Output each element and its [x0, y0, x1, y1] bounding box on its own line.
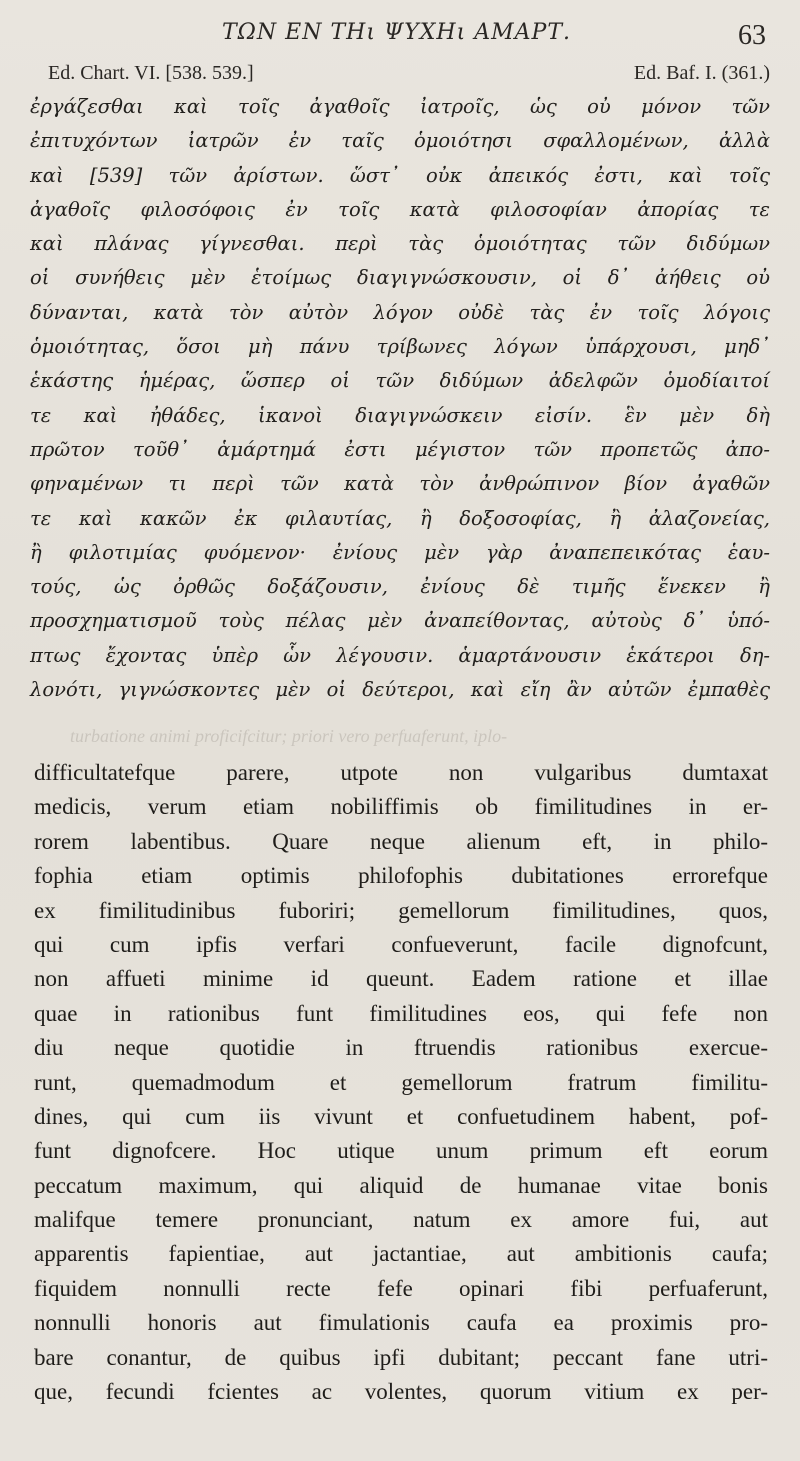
latin-line: apparentis fapientiae, aut jactantiae, aut ambitionis caufa;	[34, 1241, 768, 1267]
latin-line: rorem labentibus. Quare neque alienum eft, in philo-	[34, 828, 768, 854]
latin-line: difficultatefque parere, utpote non vulgaribus dumtaxat	[34, 760, 768, 785]
latin-line: que, fecundi fcientes ac volentes, quorum vitium ex per-	[34, 1379, 768, 1405]
latin-line: diu neque quotidie in ftruendis rationibus exercue-	[34, 1035, 768, 1061]
latin-line: medicis, verum etiam nobiliffimis ob fimilitudines in er-	[34, 794, 768, 820]
latin-line: nonnulli honoris aut fimulationis caufa ea proximis pro-	[34, 1310, 768, 1336]
latin-line: bare conantur, de quibus ipfi dubitant; peccant fane utri-	[34, 1344, 768, 1370]
greek-line: τε καὶ ἠθάδες, ἱκανοὶ διαγιγνώσκειν εἰσίν. ἓν μὲν δὴ	[30, 403, 770, 427]
greek-line: λονότι, γιγνώσκοντες μὲν οἱ δεύτεροι, καὶ εἴη ἂν αὐτῶν ἐμπαθὲς	[30, 678, 770, 702]
latin-text-block	[34, 756, 768, 1409]
greek-line: ἢ φιλοτιμίας φυόμενον· ἐνίους μὲν γὰρ ἀναπεπεικότας ἑαυ-	[30, 540, 770, 564]
greek-line: δύνανται, κατὰ τὸν αὐτὸν λόγον οὐδὲ τὰς ἐν τοῖς λόγοις	[30, 300, 770, 324]
greek-line: ἑκάστης ἡμέρας, ὥσπερ οἱ τῶν διδύμων ἀδελφῶν ὁμοδίαιτοί	[30, 369, 770, 393]
running-head	[0, 14, 800, 50]
greek-text-block	[30, 90, 770, 707]
latin-line: quae in rationibus funt fimilitudines eos, qui fefe non	[34, 1000, 768, 1026]
latin-line: malifque temere pronunciant, natum ex amore fui, aut	[34, 1207, 768, 1233]
running-title: ΤΩΝ ΕΝ ΤΗι ΨΥΧΗι ΑΜΑΡΤ.	[222, 20, 571, 45]
latin-line: fiquidem nonnulli recte fefe opinari fibi perfuaferunt,	[34, 1275, 768, 1301]
greek-line: φηναμένων τι περὶ τῶν κατὰ τὸν ἀνθρώπινον βίον ἀγαθῶν	[30, 472, 770, 496]
page-number: 63	[738, 20, 766, 51]
greek-line: προσχηματισμοῦ τοὺς πέλας μὲν ἀναπείθοντας, αὐτοὺς δ᾽ ὑπό-	[30, 609, 770, 633]
latin-line: fophia etiam optimis philofophis dubitationes errorefque	[34, 863, 768, 889]
bleed-through-text: turbatione animi proficifcitur; priori vero perfuaferunt, iplo-	[70, 726, 508, 746]
greek-line: ὁμοιότητας, ὅσοι μὴ πάνυ τρίβωνες λόγων ὑπάρχουσι, μηδ᾽	[30, 335, 770, 359]
edition-reference-chartier: Ed. Chart. VI. [538. 539.]	[48, 62, 254, 84]
greek-line: ἐπιτυχόντων ἰατρῶν ἐν ταῖς ὁμοιότησι σφαλλομένων, ἀλλὰ	[30, 129, 770, 153]
latin-line: qui cum ipfis verfari confueverunt, facile dignofcunt,	[34, 931, 768, 957]
edition-reference-basel: Ed. Baf. I. (361.)	[633, 62, 770, 84]
greek-line: πρῶτον τοῦθ᾽ ἁμάρτημά ἐστι μέγιστον τῶν προπετῶς ἀπο-	[30, 437, 770, 461]
edition-reference-line	[48, 62, 770, 90]
latin-line: runt, quemadmodum et gemellorum fratrum fimilitu-	[34, 1069, 768, 1095]
latin-line: non affueti minime id queunt. Eadem ratione et illae	[34, 966, 768, 992]
greek-line: τε καὶ κακῶν ἐκ φιλαυτίας, ἢ δοξοσοφίας, ἢ ἀλαζονείας,	[30, 506, 770, 530]
greek-line: καὶ [539] τῶν ἀρίστων. ὥστ᾽ οὐκ ἀπεικός ἐστι, καὶ τοῖς	[30, 163, 770, 187]
greek-line: πτως ἔχοντας ὑπὲρ ὧν λέγουσιν. ἁμαρτάνουσιν ἑκάτεροι δη-	[30, 643, 770, 667]
greek-line: ἐργάζεσθαι καὶ τοῖς ἀγαθοῖς ἰατροῖς, ὡς οὐ μόνον τῶν	[30, 95, 770, 118]
latin-line: dines, qui cum iis vivunt et confuetudinem habent, pof-	[34, 1103, 768, 1129]
greek-line: καὶ πλάνας γίγνεσθαι. περὶ τὰς ὁμοιότητας τῶν διδύμων	[30, 232, 770, 256]
greek-line: ἀγαθοῖς φιλοσόφοις ἐν τοῖς κατὰ φιλοσοφίαν ἀπορίας τε	[30, 197, 770, 221]
greek-line: οἱ συνήθεις μὲν ἑτοίμως διαγιγνώσκουσιν, οἱ δ᾽ ἀήθεις οὐ	[30, 266, 770, 290]
latin-line: peccatum maximum, qui aliquid de humanae vitae bonis	[34, 1172, 768, 1198]
latin-line: funt dignofcere. Hoc utique unum primum eft eorum	[34, 1138, 768, 1164]
greek-line: τούς, ὡς ὀρθῶς δοξάζουσιν, ἐνίους δὲ τιμῆς ἕνεκεν ἢ	[30, 575, 770, 599]
latin-line: ex fimilitudinibus fuboriri; gemellorum fimilitudines, quos,	[34, 897, 768, 923]
